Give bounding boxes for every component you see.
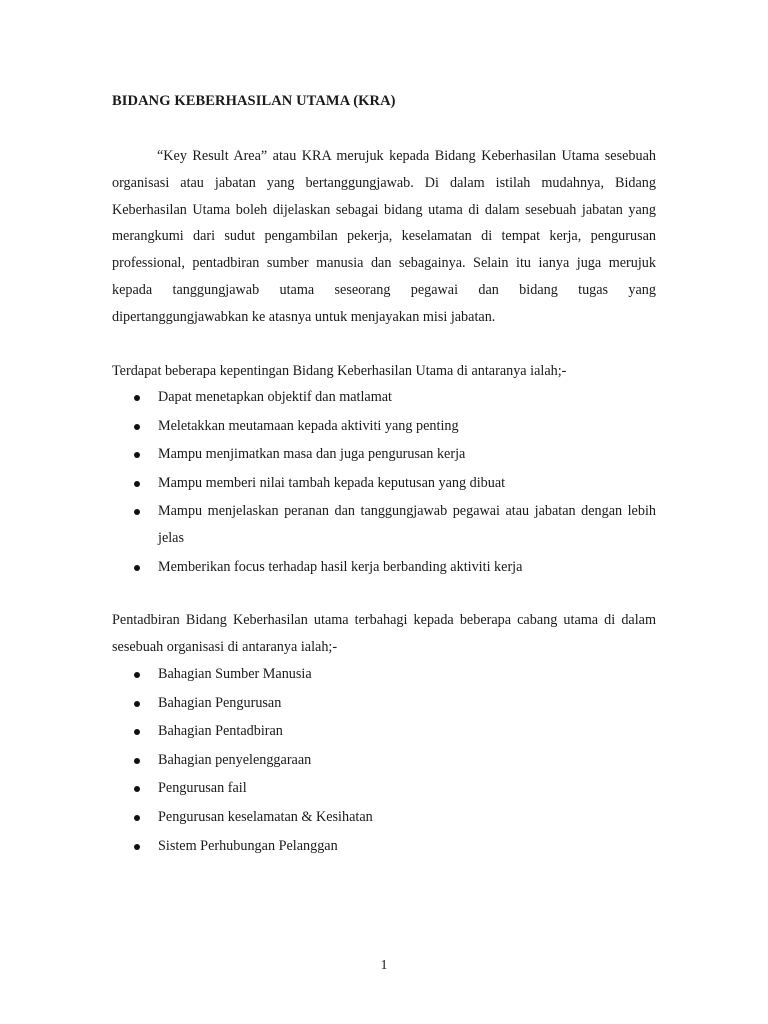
list-item-text: Mampu menjimatkan masa dan juga pengurusan kerja (158, 446, 466, 463)
paragraph-kepentingan-intro: Terdapat beberapa kepentingan Bidang Keberhasilan Utama di antaranya ialah;- (112, 363, 567, 379)
list-item (112, 690, 656, 717)
list-item-text: Bahagian Pengurusan (158, 694, 282, 711)
list-item (112, 498, 656, 552)
list-item-text: Memberikan focus terhadap hasil kerja berbanding aktiviti kerja (158, 558, 523, 575)
list-item-text: Bahagian Sumber Manusia (158, 666, 312, 682)
list-item-text: Pengurusan keselamatan & Kesihatan (158, 808, 373, 825)
list-item-text: Bahagian Pentadbiran (158, 723, 283, 740)
list-item (112, 775, 656, 802)
list-item (112, 747, 656, 774)
list-item (112, 413, 656, 440)
list-item (112, 441, 656, 468)
bullet-icon (134, 815, 140, 821)
list-item (112, 833, 656, 860)
bullet-icon (134, 729, 140, 735)
list-item (112, 804, 656, 831)
paragraph-cabang-intro: Pentadbiran Bidang Keberhasilan utama terbahagi kepada beberapa cabang utama di dalam sesebuah organisasi di antaranya ialah;- (112, 612, 656, 655)
document-title: BIDANG KEBERHASILAN UTAMA (KRA) (112, 93, 396, 109)
bullet-icon (134, 395, 140, 401)
bullet-icon (134, 844, 140, 850)
list-item-text: Meletakkan meutamaan kepada aktiviti yang penting (158, 417, 459, 434)
bullet-icon (134, 786, 140, 792)
bullet-icon (134, 481, 140, 487)
list-item-text: Mampu memberi nilai tambah kepada keputusan yang dibuat (158, 474, 506, 491)
paragraph-kra-definition: “Key Result Area” atau KRA merujuk kepada Bidang Keberhasilan Utama sesebuah organisasi atau jabatan yang bertanggungjawab. Di dalam istilah mudahnya, Bidang Keberhasilan Utama boleh dijelaskan sebagai bidang utama di dalam sesebuah jabatan yang merangkumi dari sudut pengambilan pekerja, keselamatan di tempat kerja, pengurusan professional, pentadbiran sumber manusia dan sebagainya. Selain itu ianya juga merujuk kepada tanggungjawab utama seseorang pegawai dan bidang tugas yang dipertanggungjawabkan ke atasnya untuk menjayakan misi jabatan. (112, 148, 656, 325)
document-page (112, 0, 656, 1024)
bullet-icon (134, 452, 140, 458)
list-item (112, 554, 656, 581)
cabang-list (112, 661, 656, 861)
bullet-icon (134, 424, 140, 430)
list-item-text: Sistem Perhubungan Pelanggan (158, 837, 338, 854)
bullet-icon (134, 509, 140, 515)
list-item (112, 718, 656, 745)
bullet-icon (134, 672, 140, 678)
list-item-text: Bahagian penyelenggaraan (158, 751, 312, 768)
list-item (112, 384, 656, 411)
list-item-text: Pengurusan fail (158, 780, 247, 797)
list-item (112, 470, 656, 497)
bullet-icon (134, 701, 140, 707)
bullet-icon (134, 758, 140, 764)
list-item (112, 661, 656, 688)
list-item-text: Dapat menetapkan objektif dan matlamat (158, 389, 393, 405)
page-number: 1 (380, 958, 388, 973)
bullet-icon (134, 565, 140, 571)
list-item-text: Mampu menjelaskan peranan dan tanggungjawab pegawai atau jabatan dengan lebih jelas (158, 503, 656, 547)
kepentingan-list (112, 384, 656, 582)
